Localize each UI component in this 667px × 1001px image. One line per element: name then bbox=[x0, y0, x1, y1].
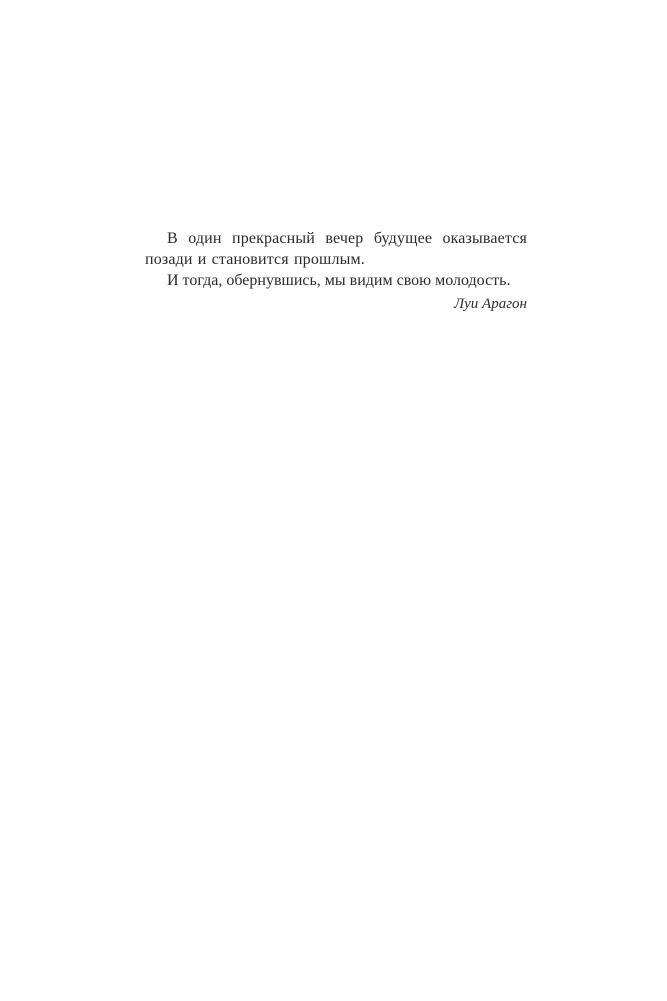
epigraph bbox=[145, 228, 527, 315]
epigraph-attribution: Луи Арагон bbox=[453, 296, 527, 312]
epigraph-paragraph-1: В один прекрасный вечер будущее оказывается позади и становится прошлым. bbox=[145, 230, 527, 268]
epigraph-paragraph-2: И тогда, обернувшись, мы видим свою молодость. bbox=[167, 272, 511, 289]
